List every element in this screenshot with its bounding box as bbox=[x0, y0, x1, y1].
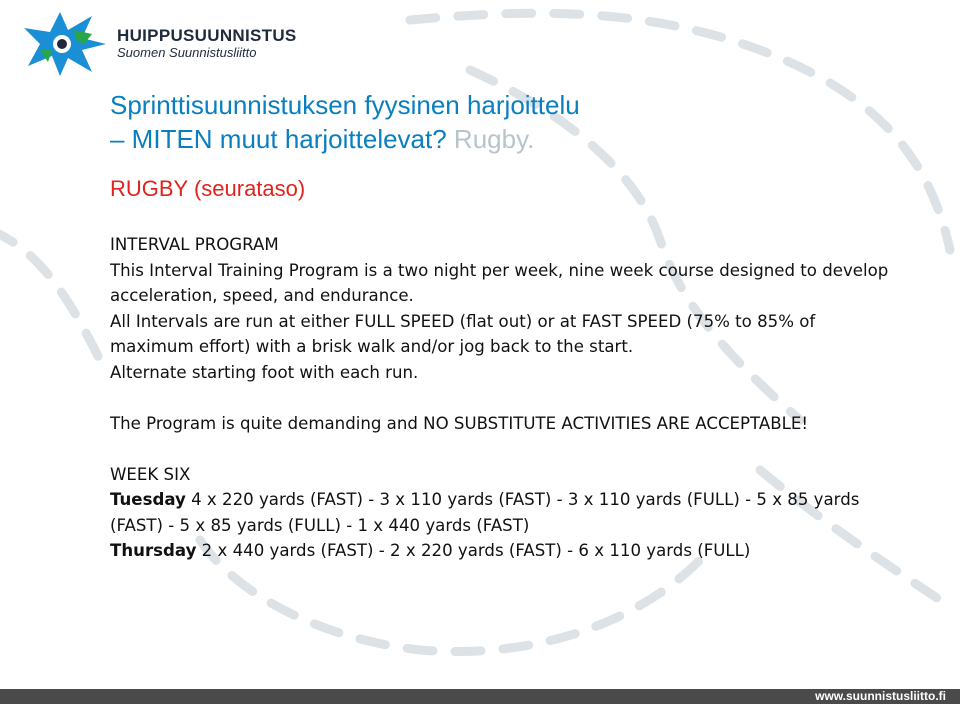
brand-name: HUIPPUSUUNNISTUS bbox=[117, 26, 297, 45]
slide-title-line1: Sprinttisuunnistuksen fyysinen harjoittelu bbox=[110, 90, 580, 120]
thursday-label: Thursday bbox=[110, 541, 197, 560]
brand-subtitle: Suomen Suunnistusliitto bbox=[117, 45, 257, 60]
section-heading: INTERVAL PROGRAM bbox=[110, 235, 279, 254]
week-heading: WEEK SIX bbox=[110, 464, 191, 484]
paragraph-intro: This Interval Training Program is a two night per week, nine week course designed to develop acceleration, speed, and endurance. bbox=[110, 260, 889, 305]
slide-title bbox=[110, 88, 580, 156]
tuesday-schedule bbox=[110, 487, 890, 538]
orienteering-star-logo-icon bbox=[22, 10, 108, 78]
slide-title-line2: – MITEN muut harjoittelevat? bbox=[110, 124, 447, 154]
brand-block bbox=[117, 27, 297, 61]
tuesday-label: Tuesday bbox=[110, 490, 186, 509]
paragraph-warning: The Program is quite demanding and NO SUBSTITUTE ACTIVITIES ARE ACCEPTABLE! bbox=[110, 413, 808, 433]
thursday-schedule bbox=[110, 538, 890, 564]
paragraph-alternate: Alternate starting foot with each run. bbox=[110, 362, 419, 382]
thursday-text: 2 x 440 yards (FAST) - 2 x 220 yards (FAST) - 6 x 110 yards (FULL) bbox=[196, 541, 751, 560]
tuesday-text: 4 x 220 yards (FAST) - 3 x 110 yards (FAST) - 3 x 110 yards (FULL) - 5 x 85 yards (FAST) - 5 x 85 yards (FULL) - 1 x 440 yards (FAST) bbox=[110, 490, 860, 535]
slide-body bbox=[110, 232, 890, 564]
slide-subtitle: RUGBY (seurataso) bbox=[110, 176, 306, 201]
paragraph-speed: All Intervals are run at either FULL SPEED (flat out) or at FAST SPEED (75% to 85% of maximum effort) with a brisk walk and/or jog back to the start. bbox=[110, 311, 816, 356]
slide-title-dim: Rugby. bbox=[446, 124, 535, 154]
footer-bar bbox=[0, 689, 960, 704]
footer-url-link[interactable]: www.suunnistusliitto.fi bbox=[815, 689, 946, 703]
